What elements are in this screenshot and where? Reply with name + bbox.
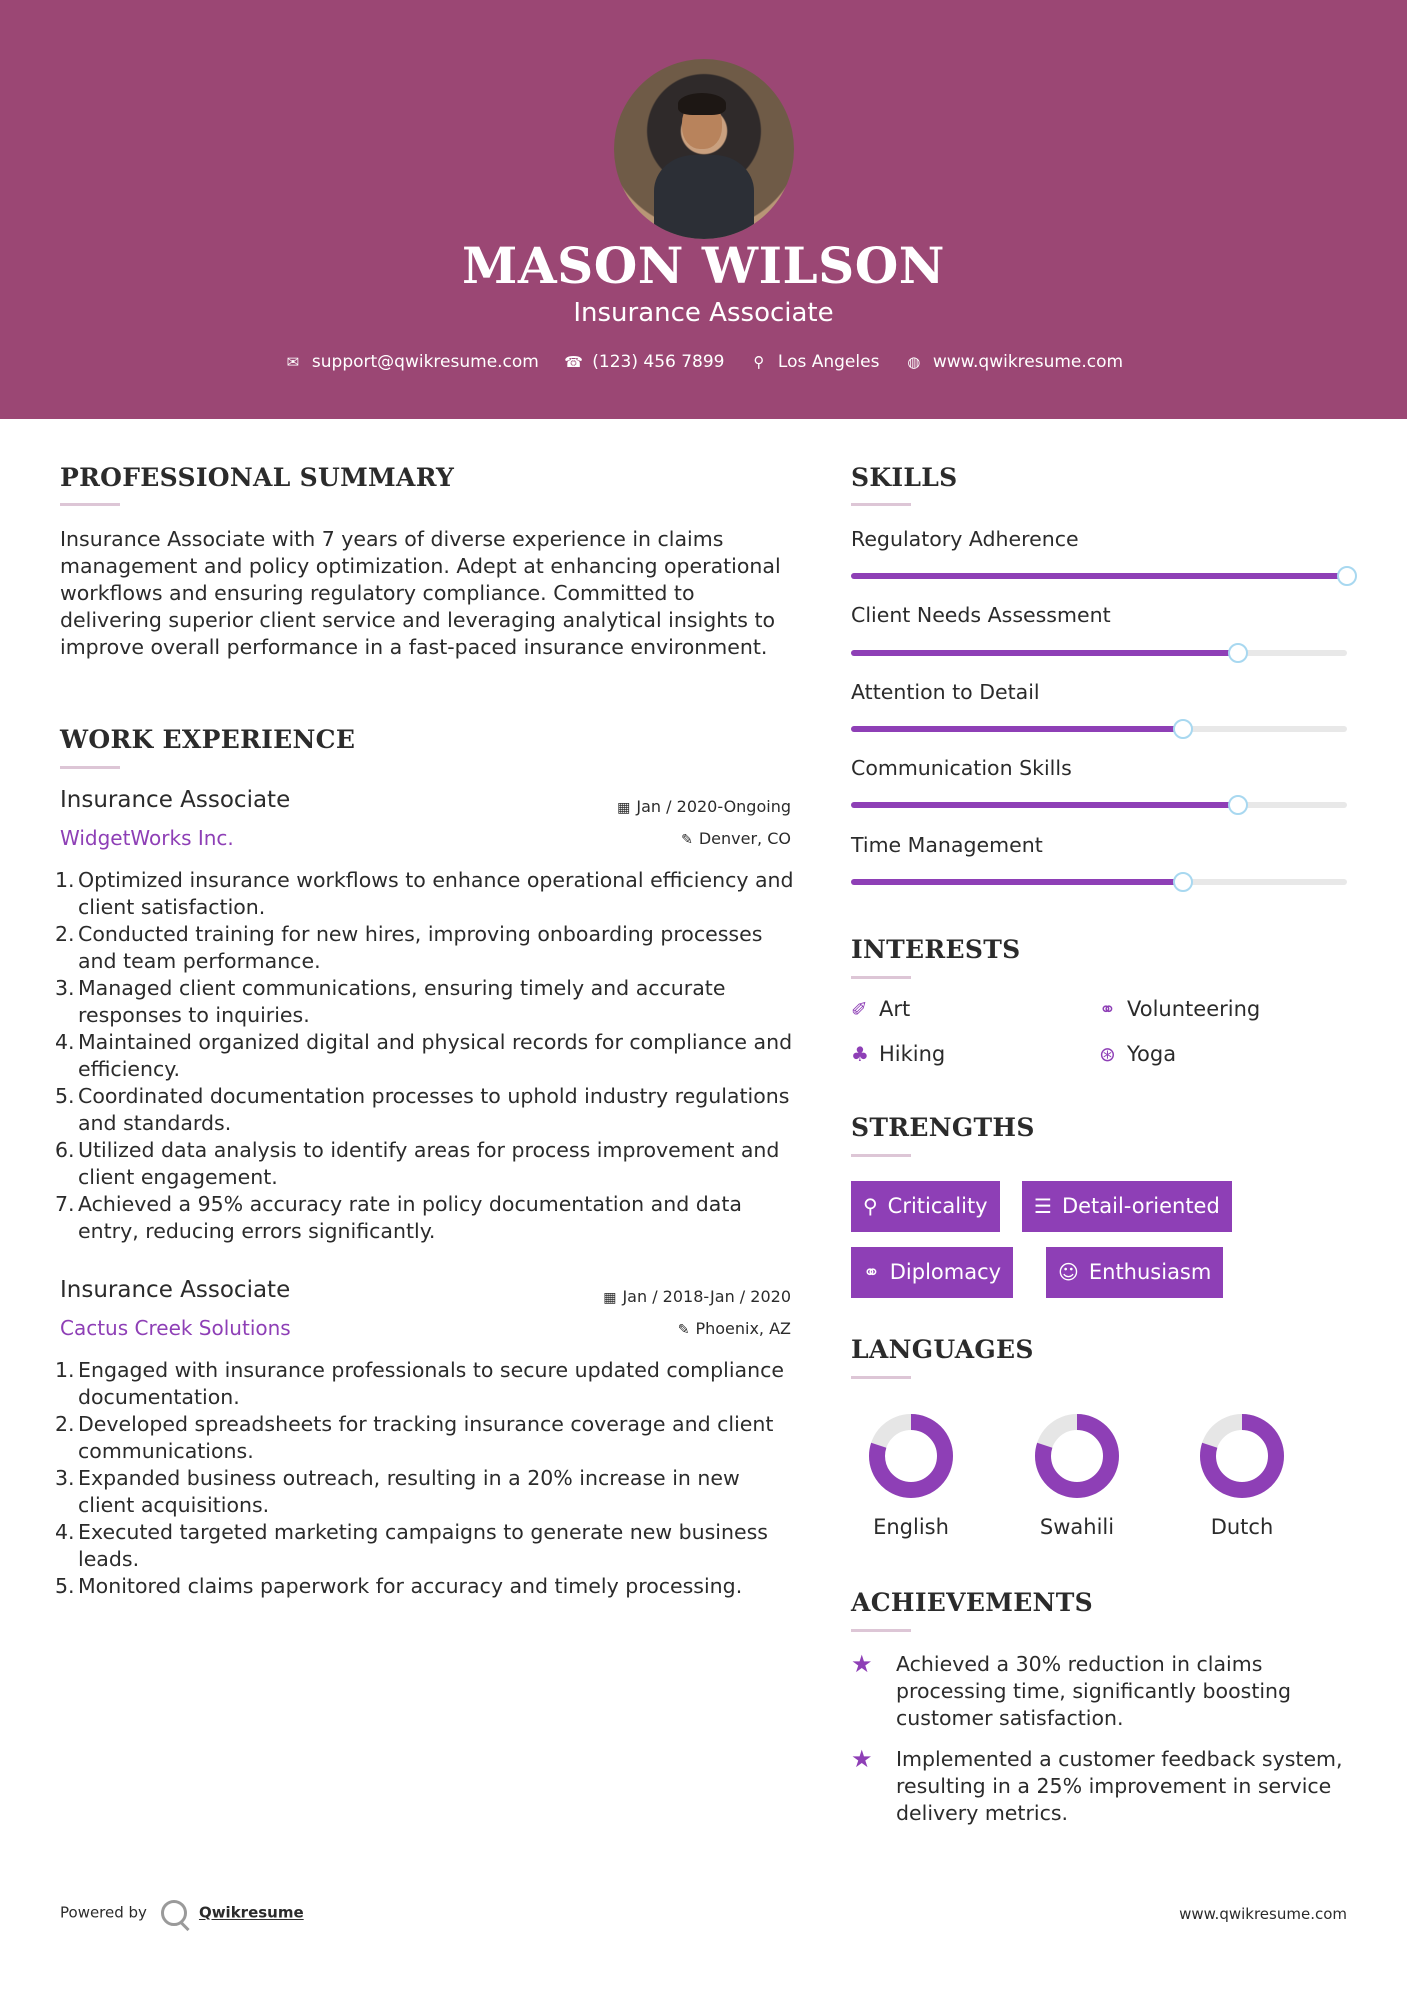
- language-donut: [1034, 1413, 1120, 1499]
- strength-badge: ⚲ Criticality: [851, 1181, 1000, 1232]
- skill-name: Client Needs Assessment: [851, 603, 1111, 627]
- interest-item: ⊛ Yoga: [1099, 1042, 1177, 1066]
- summary-text: Insurance Associate with 7 years of diverse experience in claims management and policy optimization. Adept at enhancing operational workflows and ensuring regulatory compliance. Committed to delivering superior client service and leveraging analytical insights to improve overall performance in a fast-paced insurance environment.: [60, 527, 781, 659]
- list-item: 3. Expanded business outreach, resulting in a 20% increase in new client acquisitions.: [55, 1466, 740, 1517]
- map-pin-icon: ⚲: [753, 353, 765, 371]
- job-title: Insurance Associate: [60, 787, 291, 813]
- language-donut: [868, 1413, 954, 1499]
- job-location: ✎ Phoenix, AZ: [677, 1319, 791, 1338]
- calendar-icon: ▦: [617, 800, 631, 816]
- skill-bar: [851, 726, 1347, 732]
- language-item: [1007, 1413, 1147, 1539]
- skill-fill: [851, 573, 1347, 579]
- profile-photo: [614, 59, 794, 239]
- contact-website[interactable]: ◍ www.qwikresume.com: [905, 352, 1123, 372]
- achievement-item: ★ Achieved a 30% reduction in claims processing time, significantly boosting customer satisfaction.: [851, 1650, 1292, 1730]
- skill-fill: [851, 879, 1183, 885]
- interest-item: ⚭ Volunteering: [1099, 997, 1261, 1021]
- smile-icon: ☺: [1058, 1260, 1079, 1284]
- candidate-title: Insurance Associate: [573, 298, 834, 328]
- interest-item: ♣ Hiking: [851, 1042, 946, 1066]
- contact-bar: [0, 352, 1407, 372]
- handshake-icon: ⚭: [1099, 997, 1116, 1021]
- job-company: WidgetWorks Inc.: [60, 826, 234, 850]
- skills-heading: SKILLS: [851, 463, 958, 492]
- list-item: 5. Coordinated documentation processes to uphold industry regulations and standards.: [55, 1084, 790, 1135]
- job-location: ✎ Denver, CO: [681, 829, 791, 848]
- section-divider: [851, 1629, 911, 1632]
- list-item: 5. Monitored claims paperwork for accuracy and timely processing.: [55, 1574, 743, 1598]
- globe-icon: ◍: [907, 353, 921, 371]
- skill-knob: [1173, 872, 1193, 892]
- languages-heading: LANGUAGES: [851, 1335, 1034, 1364]
- language-name: Swahili: [1039, 1515, 1115, 1539]
- list-item: 2. Developed spreadsheets for tracking insurance coverage and client communications.: [55, 1412, 774, 1463]
- strength-badge: ☰ Detail-oriented: [1022, 1181, 1232, 1232]
- list-icon: ☰: [1034, 1194, 1052, 1218]
- job-dates: ▦ Jan / 2020-Ongoing: [617, 797, 791, 816]
- brand-link[interactable]: Qwikresume: [198, 1903, 304, 1922]
- envelope-icon: ✉: [286, 353, 300, 371]
- skill-fill: [851, 802, 1238, 808]
- skill-knob: [1173, 719, 1193, 739]
- language-donut: [1199, 1413, 1285, 1499]
- tree-icon: ♣: [851, 1042, 869, 1066]
- job-dates: ▦ Jan / 2018-Jan / 2020: [603, 1287, 791, 1306]
- handshake-icon: ⚭: [863, 1260, 880, 1284]
- language-item: [1172, 1413, 1312, 1539]
- skill-name: Time Management: [851, 833, 1043, 857]
- job-company: Cactus Creek Solutions: [60, 1316, 291, 1340]
- list-item: 3. Managed client communications, ensuring timely and accurate responses to inquiries.: [55, 976, 726, 1027]
- qwikresume-logo-icon: [161, 1900, 187, 1926]
- contact-phone[interactable]: ☎ (123) 456 7899: [564, 352, 725, 372]
- section-divider: [60, 766, 120, 769]
- strengths-heading: STRENGTHS: [851, 1113, 1035, 1142]
- star-icon: ★: [851, 1745, 873, 1773]
- section-divider: [851, 1376, 911, 1379]
- job-title: Insurance Associate: [60, 1277, 291, 1303]
- section-divider: [60, 503, 120, 506]
- summary-heading: PROFESSIONAL SUMMARY: [60, 463, 455, 492]
- language-item: [841, 1413, 981, 1539]
- strength-badge: ⚭ Diplomacy: [851, 1247, 1013, 1298]
- strength-badge: ☺ Enthusiasm: [1046, 1247, 1223, 1298]
- skill-fill: [851, 650, 1238, 656]
- section-divider: [851, 976, 911, 979]
- skill-fill: [851, 726, 1183, 732]
- interest-item: ✐ Art: [851, 997, 911, 1021]
- list-item: 2. Conducted training for new hires, improving onboarding processes and team performance.: [55, 922, 763, 973]
- experience-heading: WORK EXPERIENCE: [60, 725, 356, 754]
- pin-icon: ✎: [677, 1322, 690, 1338]
- list-item: 1. Optimized insurance workflows to enhance operational efficiency and client satisfaction.: [55, 868, 794, 919]
- skill-bar: [851, 802, 1347, 808]
- interests-heading: INTERESTS: [851, 935, 1021, 964]
- skill-knob: [1228, 795, 1248, 815]
- contact-location: ⚲ Los Angeles: [750, 352, 880, 372]
- resume-header: [0, 0, 1407, 419]
- list-item: 6. Utilized data analysis to identify areas for process improvement and client engagement.: [55, 1138, 780, 1189]
- search-icon: ⚲: [863, 1194, 878, 1218]
- language-name: English: [873, 1515, 949, 1539]
- job-bullets: [48, 867, 798, 1245]
- star-icon: ★: [851, 1650, 873, 1678]
- skill-name: Regulatory Adherence: [851, 527, 1079, 551]
- pin-icon: ✎: [681, 832, 693, 848]
- job-bullets: [48, 1357, 798, 1600]
- section-divider: [851, 503, 911, 506]
- list-item: 1. Engaged with insurance professionals to secure updated compliance documentation.: [55, 1358, 784, 1409]
- skill-bar: [851, 650, 1347, 656]
- list-item: 4. Executed targeted marketing campaigns to generate new business leads.: [55, 1520, 768, 1571]
- language-name: Dutch: [1210, 1515, 1274, 1539]
- candidate-name: MASON WILSON: [462, 236, 945, 295]
- list-item: 7. Achieved a 95% accuracy rate in policy documentation and data entry, reducing errors significantly.: [55, 1192, 742, 1243]
- skill-bar: [851, 573, 1347, 579]
- achievements-heading: ACHIEVEMENTS: [851, 1588, 1093, 1617]
- skill-bar: [851, 879, 1347, 885]
- section-divider: [851, 1154, 911, 1157]
- skill-knob: [1228, 643, 1248, 663]
- list-item: 4. Maintained organized digital and physical records for compliance and efficiency.: [55, 1030, 793, 1081]
- footer-website[interactable]: www.qwikresume.com: [1179, 1905, 1347, 1923]
- skill-name: Attention to Detail: [851, 680, 1040, 704]
- footer-powered-by: Powered by Qwikresume: [60, 1900, 304, 1926]
- achievement-item: ★ Implemented a customer feedback system, resulting in a 25% improvement in service delivery metrics.: [851, 1745, 1343, 1825]
- contact-email[interactable]: ✉ support@qwikresume.com: [284, 352, 539, 372]
- paintbrush-icon: ✐: [851, 997, 868, 1021]
- phone-icon: ☎: [564, 353, 583, 371]
- calendar-icon: ▦: [603, 1290, 617, 1306]
- lifebuoy-icon: ⊛: [1099, 1042, 1116, 1066]
- skill-knob: [1337, 566, 1357, 586]
- skill-name: Communication Skills: [851, 756, 1072, 780]
